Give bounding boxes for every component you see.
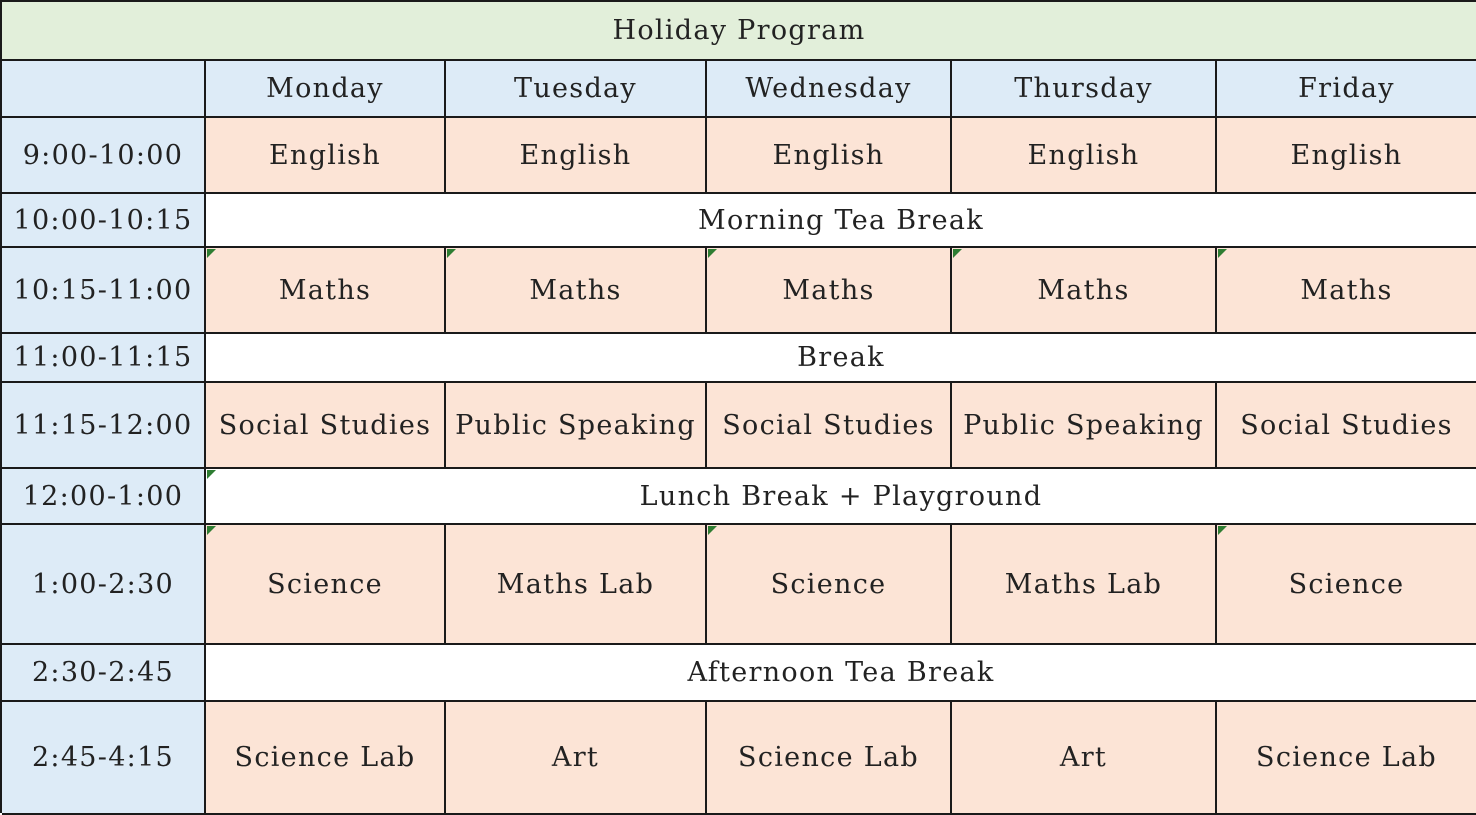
subject-cell-thursday[interactable]: Art bbox=[952, 702, 1217, 815]
subject-cell-thursday[interactable]: Maths bbox=[952, 248, 1217, 334]
subject-cell-monday[interactable]: Science bbox=[206, 525, 446, 645]
subject-cell-friday[interactable]: Science Lab bbox=[1217, 702, 1476, 815]
break-row-afternoon-tea-break[interactable]: Afternoon Tea Break bbox=[206, 645, 1476, 702]
subject-cell-tuesday[interactable]: English bbox=[446, 118, 707, 194]
subject-cell-wednesday[interactable]: English bbox=[707, 118, 952, 194]
time-slot-cell[interactable]: 10:00-10:15 bbox=[2, 194, 206, 248]
subject-cell-wednesday[interactable]: Science Lab bbox=[707, 702, 952, 815]
subject-cell-thursday[interactable]: English bbox=[952, 118, 1217, 194]
subject-cell-monday[interactable]: Science Lab bbox=[206, 702, 446, 815]
time-slot-cell[interactable]: 10:15-11:00 bbox=[2, 248, 206, 334]
break-row-break[interactable]: Break bbox=[206, 334, 1476, 383]
day-header-thursday[interactable]: Thursday bbox=[952, 61, 1217, 118]
subject-cell-friday[interactable]: English bbox=[1217, 118, 1476, 194]
day-header-wednesday[interactable]: Wednesday bbox=[707, 61, 952, 118]
time-slot-cell[interactable]: 9:00-10:00 bbox=[2, 118, 206, 194]
subject-cell-wednesday[interactable]: Social Studies bbox=[707, 383, 952, 469]
time-slot-cell[interactable]: 2:30-2:45 bbox=[2, 645, 206, 702]
subject-cell-friday[interactable]: Science bbox=[1217, 525, 1476, 645]
subject-cell-friday[interactable]: Social Studies bbox=[1217, 383, 1476, 469]
subject-cell-tuesday[interactable]: Public Speaking bbox=[446, 383, 707, 469]
subject-cell-thursday[interactable]: Maths Lab bbox=[952, 525, 1217, 645]
page-title[interactable]: Holiday Program bbox=[2, 2, 1476, 61]
time-slot-cell[interactable]: 11:00-11:15 bbox=[2, 334, 206, 383]
subject-cell-tuesday[interactable]: Maths bbox=[446, 248, 707, 334]
break-row-lunch-break-playground[interactable]: Lunch Break + Playground bbox=[206, 469, 1476, 525]
time-slot-cell[interactable]: 1:00-2:30 bbox=[2, 525, 206, 645]
subject-cell-monday[interactable]: Social Studies bbox=[206, 383, 446, 469]
subject-cell-thursday[interactable]: Public Speaking bbox=[952, 383, 1217, 469]
header-corner-cell[interactable] bbox=[2, 61, 206, 118]
day-header-monday[interactable]: Monday bbox=[206, 61, 446, 118]
subject-cell-friday[interactable]: Maths bbox=[1217, 248, 1476, 334]
day-header-friday[interactable]: Friday bbox=[1217, 61, 1476, 118]
time-slot-cell[interactable]: 2:45-4:15 bbox=[2, 702, 206, 815]
subject-cell-tuesday[interactable]: Maths Lab bbox=[446, 525, 707, 645]
subject-cell-monday[interactable]: Maths bbox=[206, 248, 446, 334]
time-slot-cell[interactable]: 12:00-1:00 bbox=[2, 469, 206, 525]
subject-cell-monday[interactable]: English bbox=[206, 118, 446, 194]
break-row-morning-tea-break[interactable]: Morning Tea Break bbox=[206, 194, 1476, 248]
subject-cell-tuesday[interactable]: Art bbox=[446, 702, 707, 815]
time-slot-cell[interactable]: 11:15-12:00 bbox=[2, 383, 206, 469]
day-header-tuesday[interactable]: Tuesday bbox=[446, 61, 707, 118]
subject-cell-wednesday[interactable]: Maths bbox=[707, 248, 952, 334]
subject-cell-wednesday[interactable]: Science bbox=[707, 525, 952, 645]
